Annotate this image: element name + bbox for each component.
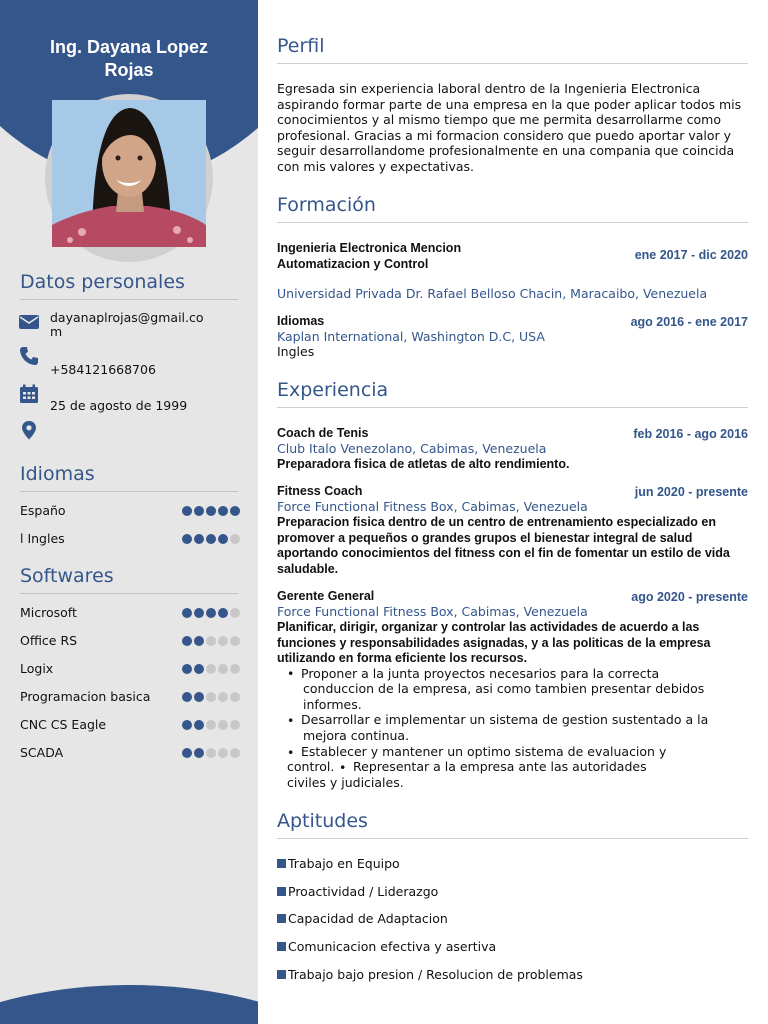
level-dot-empty xyxy=(206,664,216,674)
aptitude-text: Proactividad / Liderazgo xyxy=(288,883,439,899)
level-dot-empty xyxy=(218,692,228,702)
software-row xyxy=(20,717,240,733)
square-bullet-icon xyxy=(277,970,286,979)
square-bullet-icon xyxy=(277,887,286,896)
formacion-item-2-title: Idiomas xyxy=(277,314,325,328)
square-bullet-icon xyxy=(277,942,286,951)
level-dot-empty xyxy=(230,720,240,730)
level-dot-empty xyxy=(230,692,240,702)
level-dot-filled xyxy=(194,692,204,702)
bullet-dot: • xyxy=(339,760,347,775)
level-dot-empty xyxy=(206,748,216,758)
location-pin-icon xyxy=(19,420,39,440)
bullet-line: mejora continua. xyxy=(303,728,410,743)
software-row xyxy=(20,745,240,761)
bullet-dot: • xyxy=(287,745,295,760)
perfil-heading: Perfil xyxy=(277,35,748,64)
level-dot-empty xyxy=(230,748,240,758)
bullet-line: conduccion de la empresa, asi como tambien presentar debidos xyxy=(303,681,705,696)
language-label: l Ingles xyxy=(20,531,65,546)
formacion-item-1-school: Universidad Privada Dr. Rafael Belloso Chacin, Maracaibo, Venezuela xyxy=(277,286,708,301)
skill-level-dots xyxy=(182,720,240,730)
level-dot-filled xyxy=(194,608,204,618)
candidate-name xyxy=(0,36,258,82)
skill-level-dots xyxy=(182,636,240,646)
skill-level-dots xyxy=(182,692,240,702)
birthdate-text: 25 de agosto de 1999 xyxy=(50,398,188,413)
formacion-item-2-date: ago 2016 - ene 2017 xyxy=(630,315,748,329)
level-dot-empty xyxy=(230,608,240,618)
software-label: Programacion basica xyxy=(20,689,151,704)
level-dot-filled xyxy=(182,506,192,516)
skill-level-dots xyxy=(182,748,240,758)
aptitude-text: Trabajo bajo presion / Resolucion de problemas xyxy=(288,966,583,982)
software-label: Logix xyxy=(20,661,54,676)
formacion-item-2-school: Kaplan International, Washington D.C, USA xyxy=(277,329,545,344)
phone-icon xyxy=(19,346,39,366)
phone-text: +584121668706 xyxy=(50,362,156,377)
level-dot-filled xyxy=(218,534,228,544)
level-dot-filled xyxy=(218,506,228,516)
bullet-line: civiles y judiciales. xyxy=(287,775,404,790)
software-label: Microsoft xyxy=(20,605,77,620)
level-dot-filled xyxy=(182,664,192,674)
aptitudes-heading: Aptitudes xyxy=(277,810,748,839)
level-dot-filled xyxy=(194,506,204,516)
skill-level-dots xyxy=(182,534,240,544)
level-dot-empty xyxy=(218,720,228,730)
level-dot-empty xyxy=(230,664,240,674)
square-bullet-icon xyxy=(277,859,286,868)
software-row xyxy=(20,689,240,705)
exp-item-3-date: ago 2020 - presente xyxy=(631,590,748,604)
bullet-line: informes. xyxy=(303,697,362,712)
email-text: dayanaplrojas@gmail.com xyxy=(50,310,204,339)
aptitude-text: Comunicacion efectiva y asertiva xyxy=(288,939,497,955)
level-dot-empty xyxy=(218,636,228,646)
aptitude-item xyxy=(277,884,748,900)
formacion-item-2-extra: Ingles xyxy=(277,344,315,359)
bullet-line: Proponer a la junta proyectos necesarios para la correcta xyxy=(301,666,660,681)
profile-photo xyxy=(52,100,206,247)
level-dot-filled xyxy=(206,506,216,516)
exp-item-1-desc: Preparadora fisica de atletas de alto rendimiento. xyxy=(277,457,570,471)
aptitude-text: Capacidad de Adaptacion xyxy=(288,911,448,927)
level-dot-filled xyxy=(194,748,204,758)
level-dot-empty xyxy=(206,692,216,702)
level-dot-filled xyxy=(182,636,192,646)
level-dot-empty xyxy=(218,664,228,674)
level-dot-filled xyxy=(194,636,204,646)
formacion-item-1-title: Ingenieria Electronica Mencion Automatizacion y Control xyxy=(277,241,462,271)
aptitude-text: Trabajo en Equipo xyxy=(288,856,400,871)
level-dot-filled xyxy=(194,534,204,544)
softwares-heading: Softwares xyxy=(20,565,238,594)
exp-item-2-title: Fitness Coach xyxy=(277,484,363,498)
exp-item-2-desc: Preparacion fisica dentro de un centro de entrenamiento especializado en promover a pequeños o grandes grupos el bienestar integral de salud aportando conocimientos del fitness con el fin de fomentar un estilo de vida saludable. xyxy=(277,515,730,576)
exp-item-1-title: Coach de Tenis xyxy=(277,426,369,440)
level-dot-empty xyxy=(230,534,240,544)
calendar-icon xyxy=(19,384,39,404)
exp-item-1-company: Club Italo Venezolano, Cabimas, Venezuela xyxy=(277,441,547,456)
level-dot-filled xyxy=(218,608,228,618)
skill-level-dots xyxy=(182,506,240,516)
level-dot-filled xyxy=(194,720,204,730)
name-line-1: Ing. Dayana Lopez xyxy=(49,37,209,57)
sidebar-footer-shape xyxy=(0,985,258,1024)
skill-level-dots xyxy=(182,664,240,674)
bullet-dot: • xyxy=(287,666,295,681)
level-dot-filled xyxy=(194,664,204,674)
language-label: Españo xyxy=(20,503,66,518)
level-dot-empty xyxy=(218,748,228,758)
bullet-line: Desarrollar e implementar un sistema de gestion sustentado a la xyxy=(301,712,709,727)
sidebar xyxy=(0,0,258,1024)
bullet-line: control. xyxy=(287,759,335,774)
skill-level-dots xyxy=(182,608,240,618)
level-dot-filled xyxy=(230,506,240,516)
exp-item-2-date: jun 2020 - presente xyxy=(634,485,748,499)
datos-personales-heading: Datos personales xyxy=(20,271,238,300)
language-row xyxy=(20,503,240,519)
aptitude-item xyxy=(277,911,748,927)
bullet-line: Representar a la empresa ante las autoridades xyxy=(353,759,647,774)
level-dot-filled xyxy=(182,748,192,758)
language-row xyxy=(20,531,240,547)
formacion-item-1-date: ene 2017 - dic 2020 xyxy=(634,248,748,262)
square-bullet-icon xyxy=(277,914,286,923)
experiencia-heading: Experiencia xyxy=(277,379,748,408)
software-label: Office RS xyxy=(20,633,78,648)
bullet-dot: • xyxy=(287,713,295,728)
aptitude-item xyxy=(277,967,748,983)
exp-item-3-company: Force Functional Fitness Box, Cabimas, Venezuela xyxy=(277,604,588,619)
level-dot-filled xyxy=(182,692,192,702)
software-row xyxy=(20,605,240,621)
level-dot-filled xyxy=(206,534,216,544)
exp-item-1-date: feb 2016 - ago 2016 xyxy=(633,427,748,441)
name-line-2: Rojas xyxy=(104,60,154,80)
level-dot-filled xyxy=(182,534,192,544)
level-dot-empty xyxy=(230,636,240,646)
level-dot-filled xyxy=(182,720,192,730)
perfil-text: Egresada sin experiencia laboral dentro de la Ingenieria Electronica aspirando formar parte de una empresa en la que poder aplicar todos mis conocimientos y al mismo tiempo que me permita desarrollarme como profesional. Gracias a mi formacion considero que puedo aportar valor y seguir desarrollandome profesionalmente en una compania que coincida con mis valores y expectativas. xyxy=(277,81,742,174)
aptitude-item xyxy=(277,856,748,872)
level-dot-filled xyxy=(206,608,216,618)
formacion-heading: Formación xyxy=(277,194,748,223)
software-label: CNC CS Eagle xyxy=(20,717,107,732)
envelope-icon xyxy=(19,312,39,332)
bullet-line: Establecer y mantener un optimo sistema de evaluacion y xyxy=(301,744,667,759)
exp-item-2-company: Force Functional Fitness Box, Cabimas, Venezuela xyxy=(277,499,588,514)
level-dot-filled xyxy=(182,608,192,618)
software-label: SCADA xyxy=(20,745,64,760)
exp-item-3-title: Gerente General xyxy=(277,589,375,603)
exp-item-3-desc: Planificar, dirigir, organizar y controlar las actividades de acuerdo a las funciones y responsabilidades asignadas, y a las politicas de la empresa utilizando en forma eficiente los recursos. xyxy=(277,620,711,665)
level-dot-empty xyxy=(206,720,216,730)
software-row xyxy=(20,633,240,649)
aptitude-item xyxy=(277,939,748,955)
software-row xyxy=(20,661,240,677)
level-dot-empty xyxy=(206,636,216,646)
idiomas-heading: Idiomas xyxy=(20,463,238,492)
